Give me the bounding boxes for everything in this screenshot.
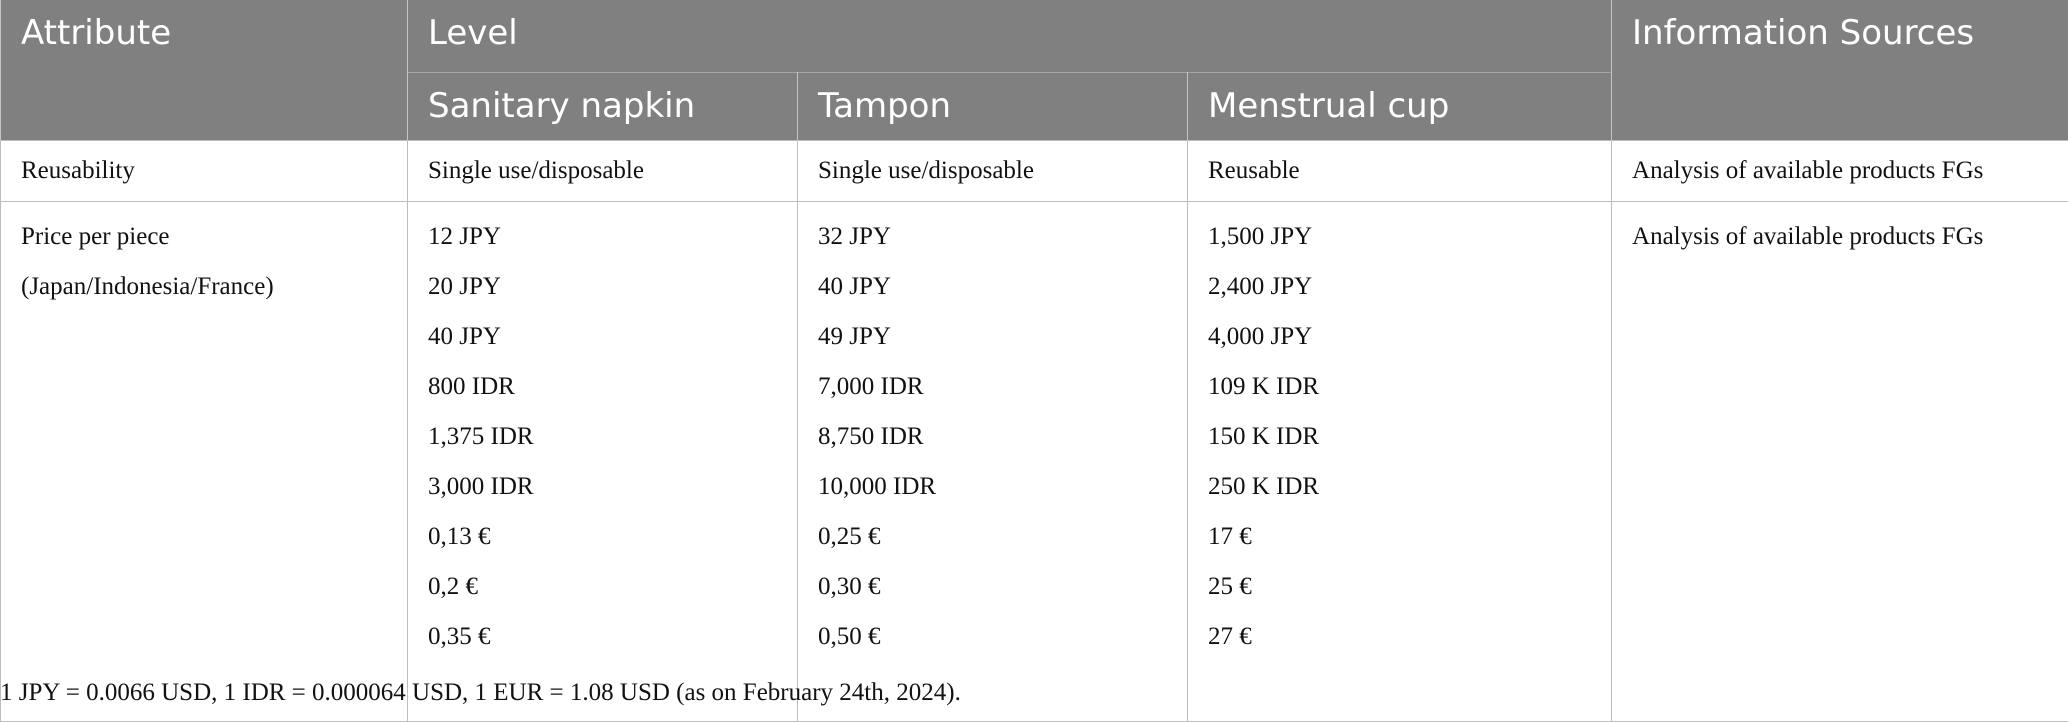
price-value: 0,13 € bbox=[428, 512, 777, 562]
price-value: 1,375 IDR bbox=[428, 412, 777, 462]
table-row-price bbox=[1, 202, 2068, 722]
price-value: 20 JPY bbox=[428, 262, 777, 312]
cell-price-tampon bbox=[798, 202, 1188, 722]
price-value: 0,50 € bbox=[818, 612, 1167, 662]
price-value: 109 K IDR bbox=[1208, 362, 1591, 412]
price-value: 250 K IDR bbox=[1208, 462, 1591, 512]
price-value: 0,25 € bbox=[818, 512, 1167, 562]
price-value: 4,000 JPY bbox=[1208, 312, 1591, 362]
price-value: 0,30 € bbox=[818, 562, 1167, 612]
cell-reusability-sanitary-napkin: Single use/disposable bbox=[408, 141, 798, 202]
header-menstrual-cup: Menstrual cup bbox=[1188, 73, 1612, 141]
price-value: 12 JPY bbox=[428, 212, 777, 262]
header-level: Level bbox=[408, 0, 1612, 73]
cell-price-attribute bbox=[1, 202, 408, 722]
header-row-1 bbox=[1, 0, 2068, 73]
cell-price-source bbox=[1612, 202, 2068, 722]
header-sanitary-napkin: Sanitary napkin bbox=[408, 73, 798, 141]
header-attribute: Attribute bbox=[1, 0, 408, 141]
price-value: 0,35 € bbox=[428, 612, 777, 662]
price-value: 40 JPY bbox=[818, 262, 1167, 312]
price-value: 49 JPY bbox=[818, 312, 1167, 362]
price-value: 0,2 € bbox=[428, 562, 777, 612]
price-value: 2,400 JPY bbox=[1208, 262, 1591, 312]
price-value: 25 € bbox=[1208, 562, 1591, 612]
price-value: 1,500 JPY bbox=[1208, 212, 1591, 262]
cell-reusability-source: Analysis of available products FGs bbox=[1612, 141, 2068, 202]
header-information-sources: Information Sources bbox=[1612, 0, 2068, 141]
price-value: 32 JPY bbox=[818, 212, 1167, 262]
cell-price-sanitary-napkin bbox=[408, 202, 798, 722]
price-value: 7,000 IDR bbox=[818, 362, 1167, 412]
price-attribute-line: Price per piece bbox=[21, 212, 387, 262]
table-footnote: 1 JPY = 0.0066 USD, 1 IDR = 0.000064 USD, 1 EUR = 1.08 USD (as on February 24th, 2024). bbox=[0, 678, 961, 708]
cell-price-menstrual-cup bbox=[1188, 202, 1612, 722]
price-value: 40 JPY bbox=[428, 312, 777, 362]
price-value: 3,000 IDR bbox=[428, 462, 777, 512]
price-value: 10,000 IDR bbox=[818, 462, 1167, 512]
cell-reusability-menstrual-cup: Reusable bbox=[1188, 141, 1612, 202]
price-value: 17 € bbox=[1208, 512, 1591, 562]
price-value: 27 € bbox=[1208, 612, 1591, 662]
cell-reusability-attribute: Reusability bbox=[1, 141, 408, 202]
price-value: 8,750 IDR bbox=[818, 412, 1167, 462]
price-source-text: Analysis of available products FGs bbox=[1632, 212, 2048, 262]
price-value: 150 K IDR bbox=[1208, 412, 1591, 462]
table-row-reusability bbox=[1, 141, 2068, 202]
price-attribute-countries: (Japan/Indonesia/France) bbox=[21, 262, 387, 312]
cell-reusability-tampon: Single use/disposable bbox=[798, 141, 1188, 202]
price-value: 800 IDR bbox=[428, 362, 777, 412]
header-tampon: Tampon bbox=[798, 73, 1188, 141]
